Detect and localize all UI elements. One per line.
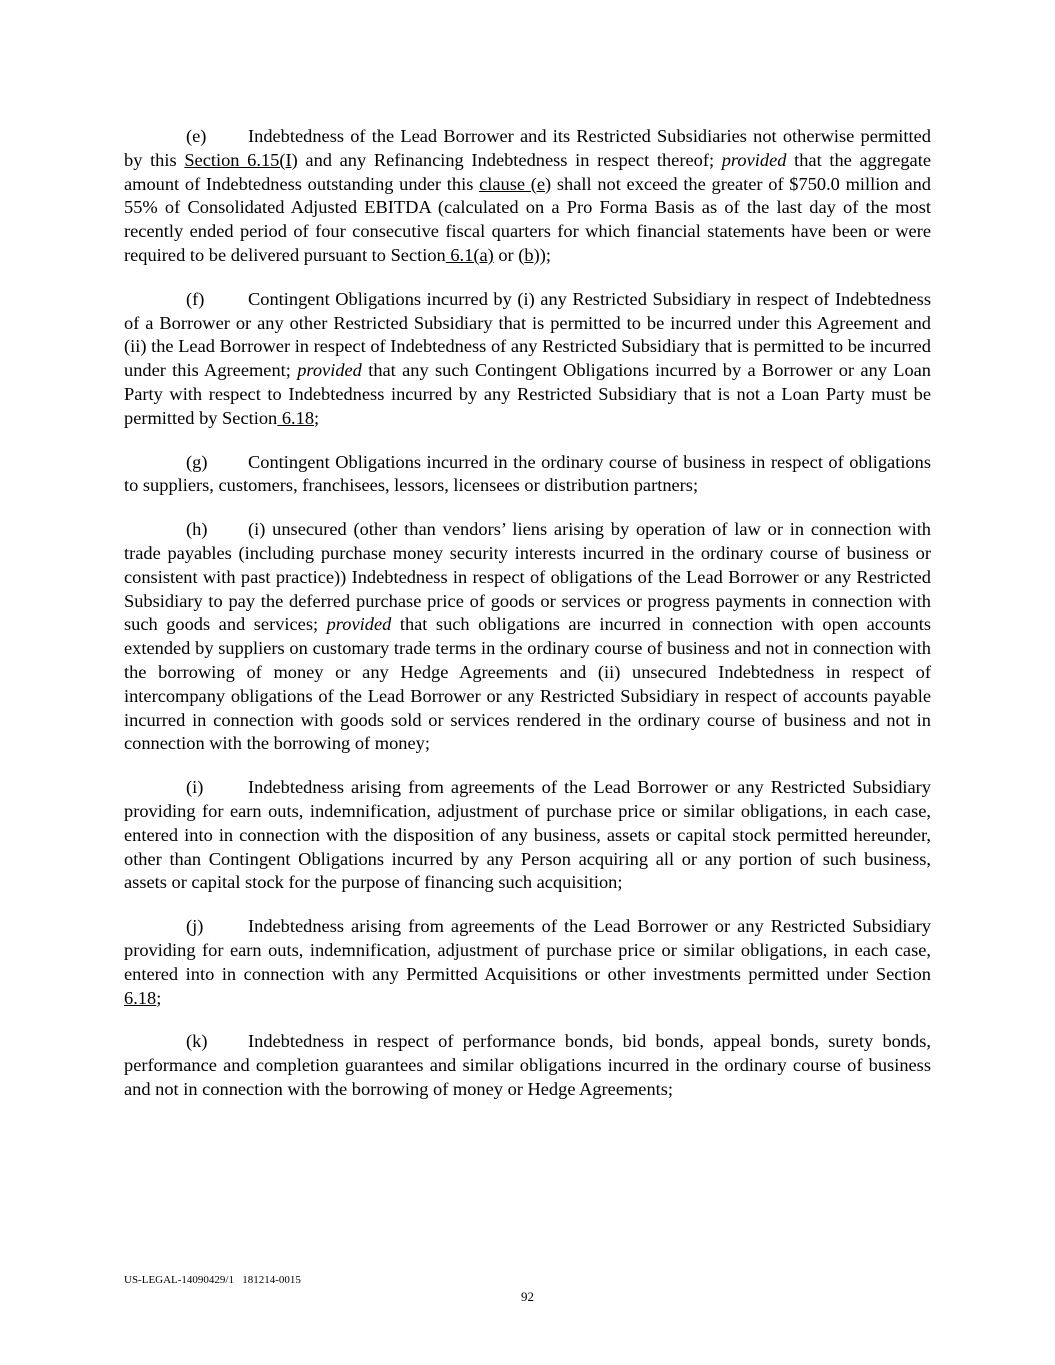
section-reference: 6.1(a) (445, 244, 494, 265)
text-run: and any Refinancing Indebtedness in respect thereof; (297, 149, 722, 170)
paragraph-label: (j) (186, 916, 204, 937)
paragraph-h (124, 518, 931, 756)
paragraph-label: (f) (186, 288, 205, 309)
text-run: that such obligations are incurred in connection with open accounts extended by suppliers on customary trade terms in the ordinary course of business and not in connection with the borrowing of money or any Hedge Agreements and (ii) unsecured Indebtedness in respect of intercompany obligations of the Lead Borrower or any Restricted Subsidiary in respect of accounts payable incurred in connection with goods sold or services rendered in the ordinary course of business and not in connection with the borrowing of money; (124, 614, 931, 754)
text-run: Indebtedness arising from agreements of the Lead Borrower or any Restricted Subsidiary providing for earn outs, indemnification, adjustment of purchase price or similar obligations, in each case, entered into in connection with any Permitted Acquisitions or other investments permitted under Section (124, 916, 931, 984)
text-run: ; (314, 407, 320, 428)
text-run: that any such Contingent Obligations incurred by a Borrower or any Loan Party with respect to Indebtedness incurred by any Restricted Subsidiary that is not a Loan Party must be permitted by Section (124, 360, 932, 428)
text-run: Contingent Obligations incurred in the ordinary course of business in respect of obligations to suppliers, customers, franchisees, lessors, licensees or distribution partners; (124, 451, 931, 496)
emphasis-provided: provided (297, 360, 362, 381)
paragraph-f (124, 288, 931, 431)
paragraph-label: (e) (186, 126, 207, 146)
paragraph-label: (k) (186, 1031, 208, 1052)
paragraph-e (124, 125, 931, 268)
section-reference: Section 6.15(I) (184, 149, 298, 170)
text-run: (i) unsecured (other than vendors’ liens arising by operation of law or in connection with trade payables (including purchase money security interests incurred in the ordinary course of business or consistent with past practice)) Indebtedness in respect of obligations of the Lead Borrower or any Restricted Subsidiary to pay the deferred purchase price of goods or services or progress payments in connection with such goods and services; (124, 519, 931, 635)
text-run: shall not exceed the greater of $750.0 million and 55% of Consolidated Adjusted EBITDA (calculated on a Pro Forma Basis as of the last day of the most recently ended period of four consecutive fiscal quarters for which financial statements have been or were required to be delivered pursuant to Section (124, 173, 931, 265)
paragraph-j (124, 915, 931, 1010)
text-run: or ( (493, 244, 525, 265)
section-reference: 6.18 (277, 407, 315, 428)
paragraph-i (124, 776, 931, 895)
emphasis-provided: provided (721, 149, 787, 170)
footer-document-id: US-LEGAL-14090429/1 181214-0015 (124, 1274, 301, 1286)
text-run: Indebtedness arising from agreements of the Lead Borrower or any Restricted Subsidiary providing for earn outs, indemnification, adjustment of purchase price or similar obligations, in each case, entered into in connection with the disposition of any business, assets or capital stock permitted hereunder, other than Contingent Obligations incurred by any Person acquiring all or any portion of such business, assets or capital stock for the purpose of financing such acquisition; (124, 777, 931, 893)
clause-reference: clause (e) (479, 173, 552, 194)
paragraph-label: (h) (186, 519, 208, 540)
page-number: 92 (521, 1289, 534, 1304)
emphasis-provided: provided (326, 614, 392, 635)
text-run: ; (156, 987, 162, 1008)
section-reference: b (524, 244, 534, 265)
paragraph-k (124, 1030, 931, 1101)
text-run: Contingent Obligations incurred by (i) any Restricted Subsidiary in respect of Indebtedness of a Borrower or any other Restricted Subsidiary that is permitted to be incurred under this Agreement and (ii) the Lead Borrower in respect of Indebtedness of any Restricted Subsidiary that is permitted to be incurred under this Agreement; (124, 288, 931, 381)
paragraph-label: (g) (186, 451, 208, 472)
text-run: that the aggregate amount of Indebtedness outstanding under this (124, 149, 931, 194)
document-body (124, 125, 931, 1122)
text-run: Indebtedness in respect of performance bonds, bid bonds, appeal bonds, surety bonds, performance and completion guarantees and similar obligations incurred in the ordinary course of business and not in connection with the borrowing of money or Hedge Agreements; (124, 1031, 931, 1099)
section-reference: 6.18 (124, 987, 157, 1008)
paragraph-label: (i) (186, 777, 204, 798)
text-run: )); (533, 244, 551, 265)
text-run: Indebtedness of the Lead Borrower and its Restricted Subsidiaries not otherwise permitted by this (124, 126, 931, 170)
paragraph-g (124, 451, 931, 499)
